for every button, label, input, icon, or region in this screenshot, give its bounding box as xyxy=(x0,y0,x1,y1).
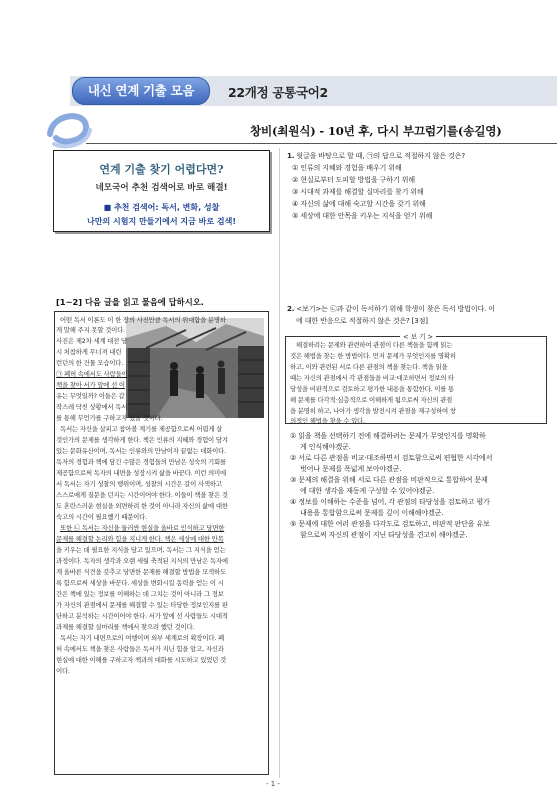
passage-line: 작스레 닥친 상황에서 독서 xyxy=(56,403,128,411)
section-heading: [1~2] 다음 글을 읽고 물음에 답하시오. xyxy=(56,297,204,307)
swirl-logo-icon xyxy=(44,104,94,154)
passage-line: 스스로에게 질문을 던지는 시간이어야 한다. 이들이 책을 찾은 것 xyxy=(56,491,228,499)
passage-line-underlined: 문제를 해결할 논리와 힘을 지니게 한다. 책은 세상에 대한 안목 xyxy=(56,535,224,543)
question-2-option[interactable]: ① 읽을 책을 선택하기 전에 해결하려는 문제가 무엇인지를 명확하 xyxy=(290,431,486,440)
page-number: - 1 - xyxy=(266,780,280,788)
passage-line: 단하고 분석하는 시간이어야 한다. 서가 앞에 선 사람들도 시대적 xyxy=(56,612,228,620)
passage-line: 독서는 자기 내면으로의 여행이며 외부 세계로의 확장이다. 폐 xyxy=(60,634,224,642)
passage-line: 과제를 해결할 실마리를 책에서 찾으려 했던 것이다. xyxy=(56,623,195,631)
bogi-line: 것은 해법을 찾는 한 방법이다. 먼저 문제가 무엇인지를 명확히 xyxy=(290,352,456,360)
passage-line: 있는 문화유산이며, 독서는 인류와의 만남이자 끝없는 대화이다. xyxy=(56,447,226,455)
question-2-option-cont: 함으로써 자신의 관점이 지닌 타당성을 견고히 해야겠군. xyxy=(300,530,468,539)
question-2-option-cont: 내용을 통합함으로써 문제를 깊이 이해해야겠군. xyxy=(300,508,444,517)
question-2-text: <보기>는 ㉡과 같이 독서하기 위해 학생이 찾은 독서 방법이다. 이 xyxy=(296,304,495,313)
passage-line: 서 독서는 자기 성찰의 행위이며, 성찰의 시간은 갈이 사색하고 xyxy=(56,480,222,488)
bogi-line: 해 문제를 다각적·심층적으로 이해하게 됨으로써 자신의 관점 xyxy=(290,396,453,404)
question-2-option[interactable]: ② 서로 다른 관점을 비교·대조하면서 검토함으로써 편협한 시각에서 xyxy=(290,453,493,462)
passage-line-underlined: ㉠ 폐허 속에서도 사람들이 xyxy=(56,370,128,378)
passage-line: 제공함으로써 독자의 내면을 성장시켜 삶을 바꾼다. 이런 의미에 xyxy=(56,469,226,477)
question-1-option[interactable]: ② 현실로부터 도피할 방법을 구하기 위해 xyxy=(292,175,415,184)
passage-line: 런던의 한 건물 모습이다. xyxy=(56,359,124,367)
question-1-option[interactable]: ⑤ 세상에 대한 안목을 키우는 지식을 얻기 위해 xyxy=(292,211,433,220)
bogi-line: 때는 자신의 관점에서 각 관점들을 비교·대조하면서 정보의 타 xyxy=(290,374,454,382)
passage-photo xyxy=(126,318,264,418)
question-2-number: 2. xyxy=(287,304,295,313)
passage-line: 어떤 독서 이론도 이 한 장의 사진만큼 독서의 위대함을 분명하 xyxy=(60,316,226,324)
question-2-option-cont: 게 인식해야겠군. xyxy=(300,442,351,451)
passage-line: 간은 책에 있는 정보를 이해하는 데 그치는 것이 아니라 그 정보 xyxy=(56,590,224,598)
passage-line: 유는 무엇일까? 이들은 갑 xyxy=(56,392,125,400)
passage-line-underlined: 책을 찾아 서가 앞에 선 이 xyxy=(56,381,125,389)
passage-line: 게 말해 주지 못할 것이다. xyxy=(56,326,125,334)
promo-box xyxy=(53,150,270,232)
question-2-option[interactable]: ⑤ 문제에 대한 여러 관점을 다각도로 검토하고, 비판적 판단을 유보 xyxy=(290,519,490,528)
promo-title: 연계 기출 찾기 어렵다면? xyxy=(99,163,224,176)
passage-line: 독서는 자신을 살피고 참아볼 계기를 제공함으로써 어렵게 살 xyxy=(60,425,223,433)
column-divider xyxy=(279,148,280,778)
bogi-line: 해결하려는 문제와 관련하여 관점이 다른 책들을 함께 읽는 xyxy=(296,341,453,349)
question-1-option[interactable]: ③ 시대적 과제를 해결할 실마리를 찾기 위해 xyxy=(292,187,424,196)
question-2-text-cont: 에 대한 반응으로 적절하지 않은 것은? [3점] xyxy=(296,316,428,325)
series-badge-label: 내신 연계 기출 모음 xyxy=(87,83,195,98)
document-title: 창비(최원식) - 10년 후, 다시 부끄럼기를(송길영) xyxy=(250,124,502,138)
passage-line: 것인가의 문제를 생각하게 한다. 책은 인류의 지혜와 경험이 담겨 xyxy=(56,436,228,444)
bogi-line: 을 분명히 하고, 나아가 생각을 발전시켜 관점을 재구성하여 창 xyxy=(290,407,456,415)
question-1-option[interactable]: ④ 자신의 삶에 대해 숙고할 시간을 갖기 위해 xyxy=(292,199,426,208)
question-2-option-cont: 에 대한 생각을 재동게 구성할 수 있어야겠군. xyxy=(300,486,435,495)
passage-line: 허 속에서도 책을 찾은 사람들은 독서가 지닌 힘을 알고, 자신과 xyxy=(56,645,224,653)
passage-line-underlined: 또한 ㉡ 독서는 자신을 둘러싼 현실을 올바로 인식하고 당면한 xyxy=(60,524,225,532)
passage-line: 록 함으로써 세상을 바꾼다. 세상을 변화시킬 동력을 얻는 이 시 xyxy=(56,579,224,587)
title-divider xyxy=(86,143,557,144)
passage-line: 현실에 대한 이해를 구하고자 책과의 대화를 시도하고 있었던 것 xyxy=(56,656,226,664)
bogi-label: < 보 기 > xyxy=(400,331,436,341)
passage-line: 과정이다. 독자의 생각과 오랜 세월 축적된 지식의 만남은 독자에 xyxy=(56,557,228,565)
series-badge xyxy=(72,77,210,105)
question-1-stem xyxy=(287,150,465,161)
promo-keywords: ■ 추천 검색어: 독서, 변화, 성찰 xyxy=(103,203,220,212)
passage-line: 을 키우는 데 필요한 지식을 담고 있으며, 독서는 그 지식을 얻는 xyxy=(56,546,226,554)
passage-line: 를 통해 무언가를 구하고자 했을 것이다. xyxy=(56,414,163,422)
question-2-option[interactable]: ④ 정보를 이해하는 수준을 넘어, 각 관점의 타당성을 검토하고 평가 xyxy=(290,497,490,506)
question-2-option[interactable]: ③ 문제의 해결을 위해 서로 다른 관점을 비판적으로 통합하여 문제 xyxy=(290,475,488,484)
passage-line: 숙고의 시간이 필요했기 때문이다. xyxy=(56,513,147,521)
passage-line: 가 자신의 관점에서 문제를 해결할 수 있는 타당한 정보인지를 판 xyxy=(56,601,228,609)
question-1-option[interactable]: ① 인류의 지혜와 경험을 배우기 위해 xyxy=(292,163,402,172)
question-2-stem xyxy=(287,303,495,314)
passage-line: 도 혼란스러운 현실을 외면하려 한 것이 아니라 자신의 삶에 대한 xyxy=(56,502,228,510)
question-2-option-cont: 벗어나 문제를 폭넓게 보아야겠군. xyxy=(300,464,402,473)
question-1-number: 1. xyxy=(287,151,295,160)
bogi-line: 의적인 해법을 찾을 수 있다. xyxy=(290,417,365,425)
promo-subtitle: 네모국어 추천 검색어로 바로 해결! xyxy=(95,183,228,193)
passage-line: 독자의 경험과 책에 담긴 수많은 경험들의 만남은 성숙의 기회를 xyxy=(56,458,226,466)
passage-line: 시 처참하게 무너져 내린 xyxy=(56,348,122,356)
library-ruins-image xyxy=(126,318,264,418)
promo-cta: 나만의 시험지 만들기에서 지금 바로 검색! xyxy=(87,217,236,226)
passage-line: 게 올바른 식견을 갖추고 당면한 문제를 해결할 방법을 모색하도 xyxy=(56,568,226,576)
course-subtitle: 22개정 공통국어2 xyxy=(228,85,328,100)
bogi-line: 당성을 비판적으로 검토하고 평가한 내용을 통합한다. 이를 통 xyxy=(290,385,454,393)
passage-line: 사진은 제2차 세계 대전 당 xyxy=(56,337,127,345)
bogi-line: 하고, 이와 관련된 서로 다른 관점의 책을 찾는다. 책을 읽을 xyxy=(290,363,448,371)
question-1-text: 윗글을 바탕으로 할 때, ㉠의 답으로 적절하지 않은 것은? xyxy=(296,151,465,160)
passage-line: 이다. xyxy=(56,667,70,675)
